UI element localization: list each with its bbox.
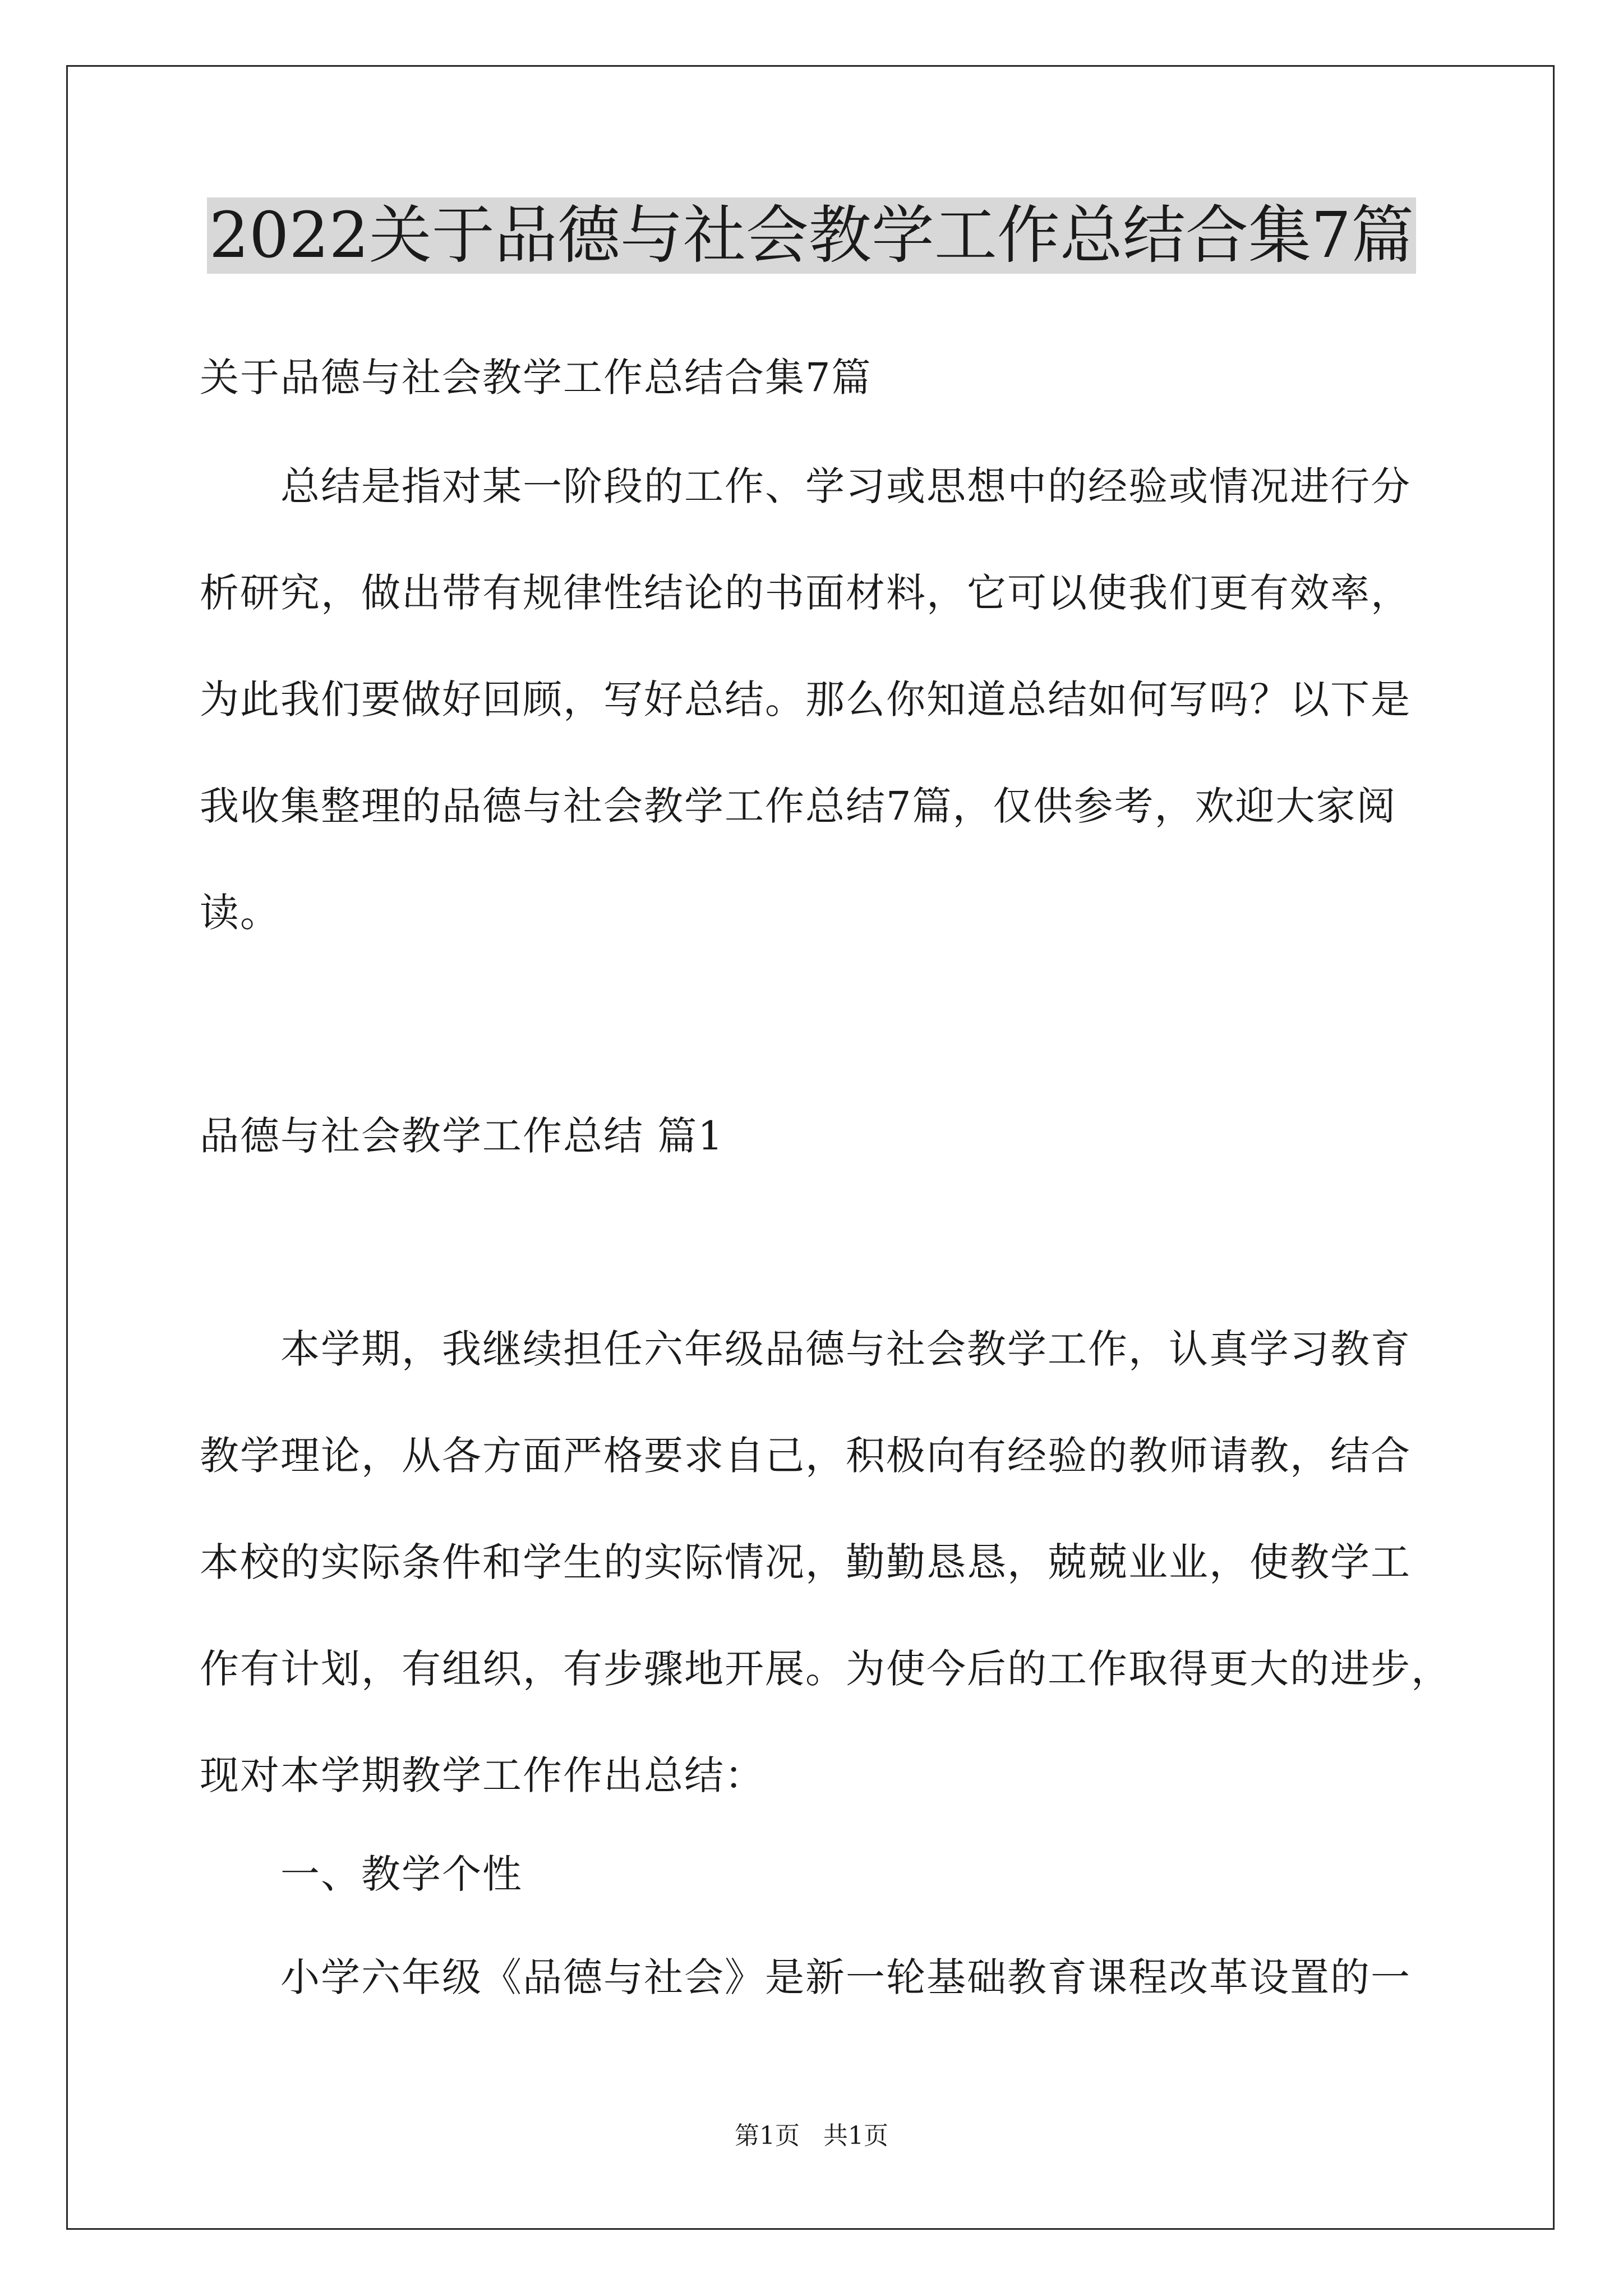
body-line-4: 作有计划，有组织，有步骤地开展。为使今后的工作取得更大的进步， [200, 1646, 1451, 1692]
intro-line-3: 为此我们要做好回顾，写好总结。那么你知道总结如何写吗？以下是 [200, 677, 1411, 723]
document-title: 2022关于品德与社会教学工作总结合集7篇 [207, 197, 1416, 274]
section-heading: 品德与社会教学工作总结 篇1 [200, 1113, 724, 1159]
body-line-5: 现对本学期教学工作作出总结： [200, 1752, 765, 1798]
document-subtitle: 关于品德与社会教学工作总结合集7篇 [200, 355, 872, 401]
page-footer: 第1页 共1页 [735, 2122, 888, 2150]
body-line-1: 本学期，我继续担任六年级品德与社会教学工作，认真学习教育 [280, 1326, 1411, 1372]
body-line-6: 小学六年级《品德与社会》是新一轮基础教育课程改革设置的一 [280, 1954, 1411, 2000]
intro-line-2: 析研究，做出带有规律性结论的书面材料，它可以使我们更有效率， [200, 570, 1411, 616]
intro-line-1: 总结是指对某一阶段的工作、学习或思想中的经验或情况进行分 [280, 463, 1411, 509]
body-line-3: 本校的实际条件和学生的实际情况，勤勤恳恳，兢兢业业，使教学工 [200, 1539, 1411, 1585]
title-container [0, 197, 1623, 274]
body-line-2: 教学理论，从各方面严格要求自己，积极向有经验的教师请教，结合 [200, 1433, 1411, 1479]
item-heading: 一、教学个性 [280, 1851, 523, 1897]
intro-line-5: 读。 [200, 890, 280, 936]
intro-line-4: 我收集整理的品德与社会教学工作总结7篇，仅供参考，欢迎大家阅 [200, 783, 1397, 829]
